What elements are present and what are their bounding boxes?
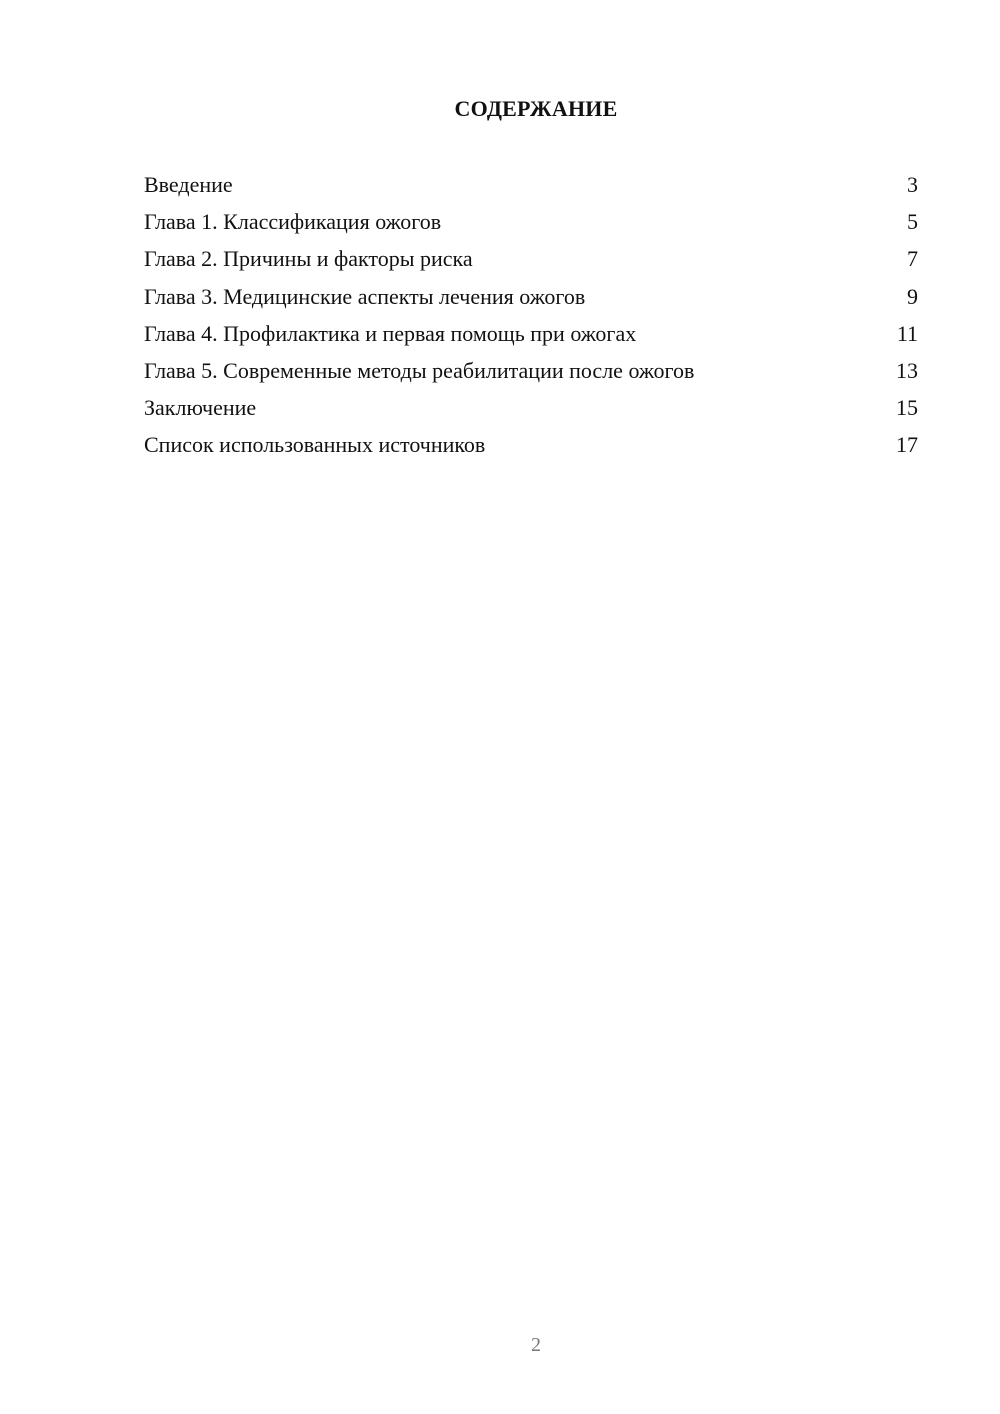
toc-entry-label: Заключение <box>144 395 257 421</box>
toc-entry-page: 7 <box>907 246 918 272</box>
toc-entry-references[interactable] <box>144 430 918 467</box>
toc-entry-page: 11 <box>896 320 918 346</box>
toc-entry-chapter-4[interactable] <box>144 319 918 356</box>
toc-entry-page: 13 <box>896 357 918 383</box>
page-number: 2 <box>531 1334 541 1356</box>
toc-entry-label: Глава 2. Причины и факторы риска <box>144 246 473 272</box>
toc-entry-label: Глава 1. Классификация ожогов <box>144 209 442 235</box>
table-of-contents <box>144 170 918 468</box>
toc-entry-introduction[interactable] <box>144 170 918 207</box>
toc-entry-label: Глава 4. Профилактика и первая помощь при ожогах <box>144 320 637 346</box>
toc-entry-page: 5 <box>907 209 918 235</box>
toc-entry-chapter-5[interactable] <box>144 356 918 393</box>
toc-entry-page: 9 <box>907 283 918 309</box>
toc-entry-page: 3 <box>907 172 918 197</box>
toc-entry-conclusion[interactable] <box>144 393 918 430</box>
toc-entry-label: Введение <box>144 172 233 197</box>
toc-entry-label: Глава 3. Медицинские аспекты лечения ожогов <box>144 283 586 309</box>
toc-entry-label: Глава 5. Современные методы реабилитации после ожогов <box>144 357 695 383</box>
toc-entry-label: Список использованных источников <box>144 432 486 458</box>
toc-entry-page: 17 <box>896 432 918 458</box>
toc-entry-page: 15 <box>896 395 918 421</box>
toc-entry-chapter-1[interactable] <box>144 207 918 244</box>
toc-entry-chapter-2[interactable] <box>144 244 918 281</box>
toc-title: СОДЕРЖАНИЕ <box>454 96 618 121</box>
toc-entry-chapter-3[interactable] <box>144 282 918 319</box>
